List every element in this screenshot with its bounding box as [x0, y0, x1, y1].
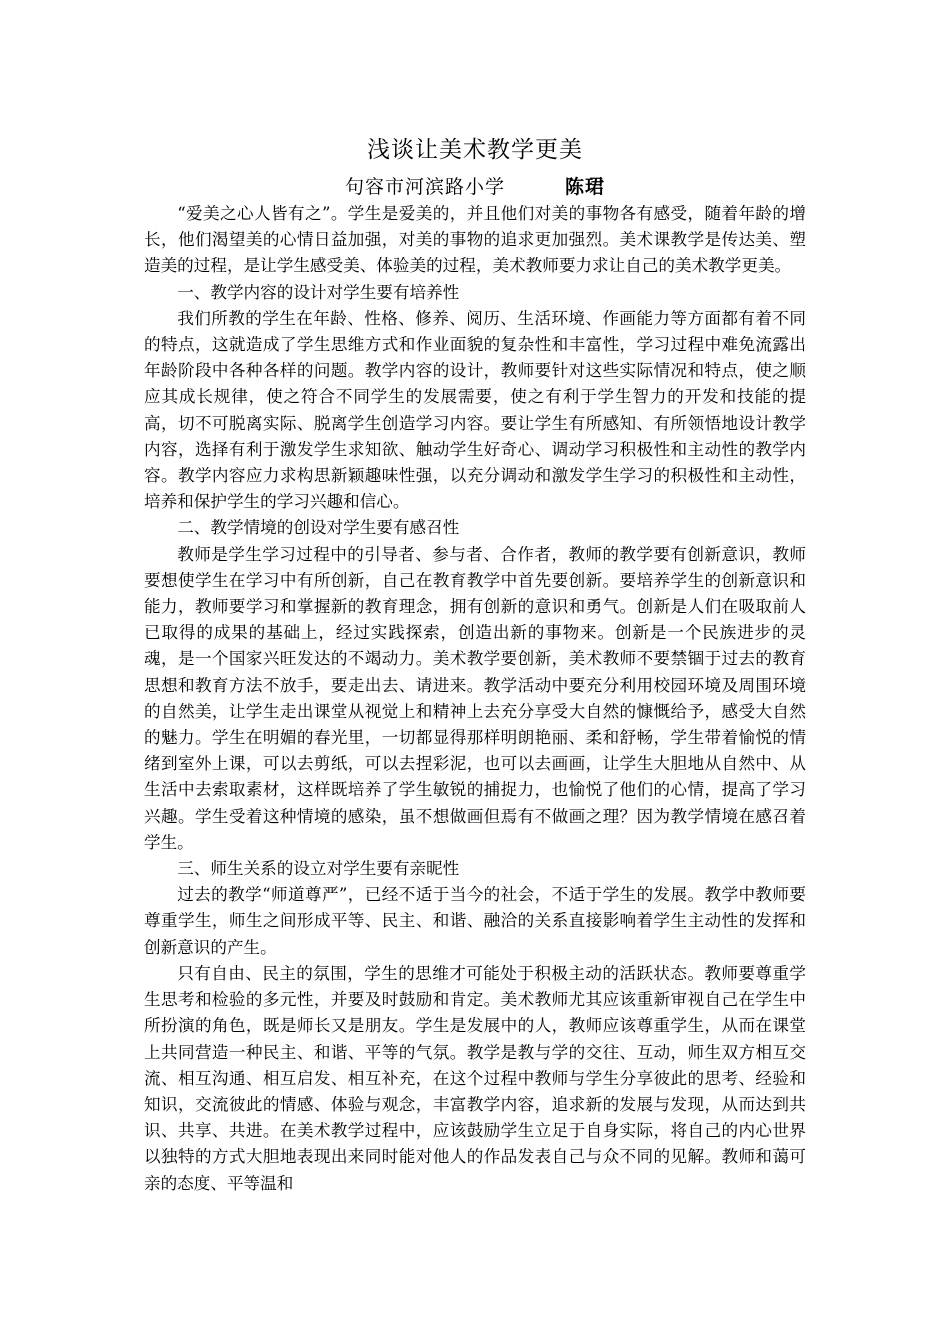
- school-name: 句容市河滨路小学: [344, 176, 505, 198]
- author-name: 陈珺: [565, 176, 606, 198]
- paragraph: 我们所教的学生在年龄、性格、修养、阅历、生活环境、作画能力等方面都有着不同的特点，这就造成了学生思维方式和作业面貌的复杂性和丰富性，学习过程中难免流露出年龄阶段中各种各样的问题。教学内容的设计，教师要针对这些实际情况和特点，使之顺应其成长规律，使之符合不同学生的发展需要，使之有利于学生智力的开发和技能的提高，切不可脱离实际、脱离学生创造学习内容。要让学生有所感知、有所领悟地设计教学内容，选择有利于激发学生求知欲、触动学生好奇心、调动学习积极性和主动性的教学内容。教学内容应力求构思新颖趣味性强，以充分调动和激发学生学习的积极性和主动性，培养和保护学生的学习兴趣和信心。: [144, 308, 806, 512]
- document-body: [144, 201, 806, 1197]
- section-heading-3: 三、师生关系的设立对学生要有亲昵性: [177, 859, 460, 879]
- byline: [0, 173, 950, 201]
- paragraph-intro: “爱美之心人皆有之”。学生是爱美的，并且他们对美的事物各有感受，随着年龄的增长，他们渴望美的心情日益加强，对美的事物的追求更加强烈。美术课教学是传达美、塑造美的过程，是让学生感受美、体验美的过程，美术教师要力求让自己的美术教学更美。: [144, 204, 806, 276]
- paragraph: 只有自由、民主的氛围，学生的思维才可能处于积极主动的活跃状态。教师要尊重学生思考和检验的多元性，并要及时鼓励和肯定。美术教师尤其应该重新审视自己在学生中所扮演的角色，既是师长又是朋友。学生是发展中的人，教师应该尊重学生，从而在课堂上共同营造一种民主、和谐、平等的气氛。教学是教与学的交往、互动，师生双方相互交流、相互沟通、相互启发、相互补充，在这个过程中教师与学生分享彼此的思考、经验和知识，交流彼此的情感、体验与观念，丰富教学内容，追求新的发展与发现，从而达到共识、共享、共进。在美术教学过程中，应该鼓励学生立足于自身实际，将自己的内心世界以独特的方式大胆地表现出来同时能对他人的作品发表自己与众不同的见解。教师和蔼可亲的态度、平等温和: [144, 963, 806, 1193]
- paragraph: 过去的教学“师道尊严”，已经不适于当今的社会，不适于学生的发展。教学中教师要尊重学生，师生之间形成平等、民主、和谐、融洽的关系直接影响着学生主动性的发挥和创新意识的产生。: [144, 885, 806, 957]
- document-title: 浅谈让美术教学更美: [367, 137, 583, 163]
- section-heading-1: 一、教学内容的设计对学生要有培养性: [177, 282, 460, 302]
- paragraph: 教师是学生学习过程中的引导者、参与者、合作者，教师的教学要有创新意识，教师要想使学生在学习中有所创新，自己在教育教学中首先要创新。要培养学生的创新意识和能力，教师要学习和掌握新的教育理念，拥有创新的意识和勇气。创新是人们在吸取前人已取得的成果的基础上，经过实践探索，创造出新的事物来。创新是一个民族进步的灵魂，是一个国家兴旺发达的不竭动力。美术教学要创新，美术教师不要禁锢于过去的教育思想和教育方法不放手，要走出去、请进来。教学活动中要充分利用校园环境及周围环境的自然美，让学生走出课堂从视觉上和精神上去充分享受大自然的慷慨给予，感受大自然的魅力。学生在明媚的春光里，一切都显得那样明朗艳丽、柔和舒畅，学生带着愉悦的情绪到室外上课，可以去剪纸，可以去捏彩泥，也可以去画画，让学生大胆地从自然中、从生活中去索取素材，这样既培养了学生敏锐的捕捉力，也愉悦了他们的心情，提高了学习兴趣。学生受着这种情境的感染，虽不想做画但焉有不做画之理？因为教学情境在感召着学生。: [144, 544, 806, 852]
- section-heading-2: 二、教学情境的创设对学生要有感召性: [177, 518, 460, 538]
